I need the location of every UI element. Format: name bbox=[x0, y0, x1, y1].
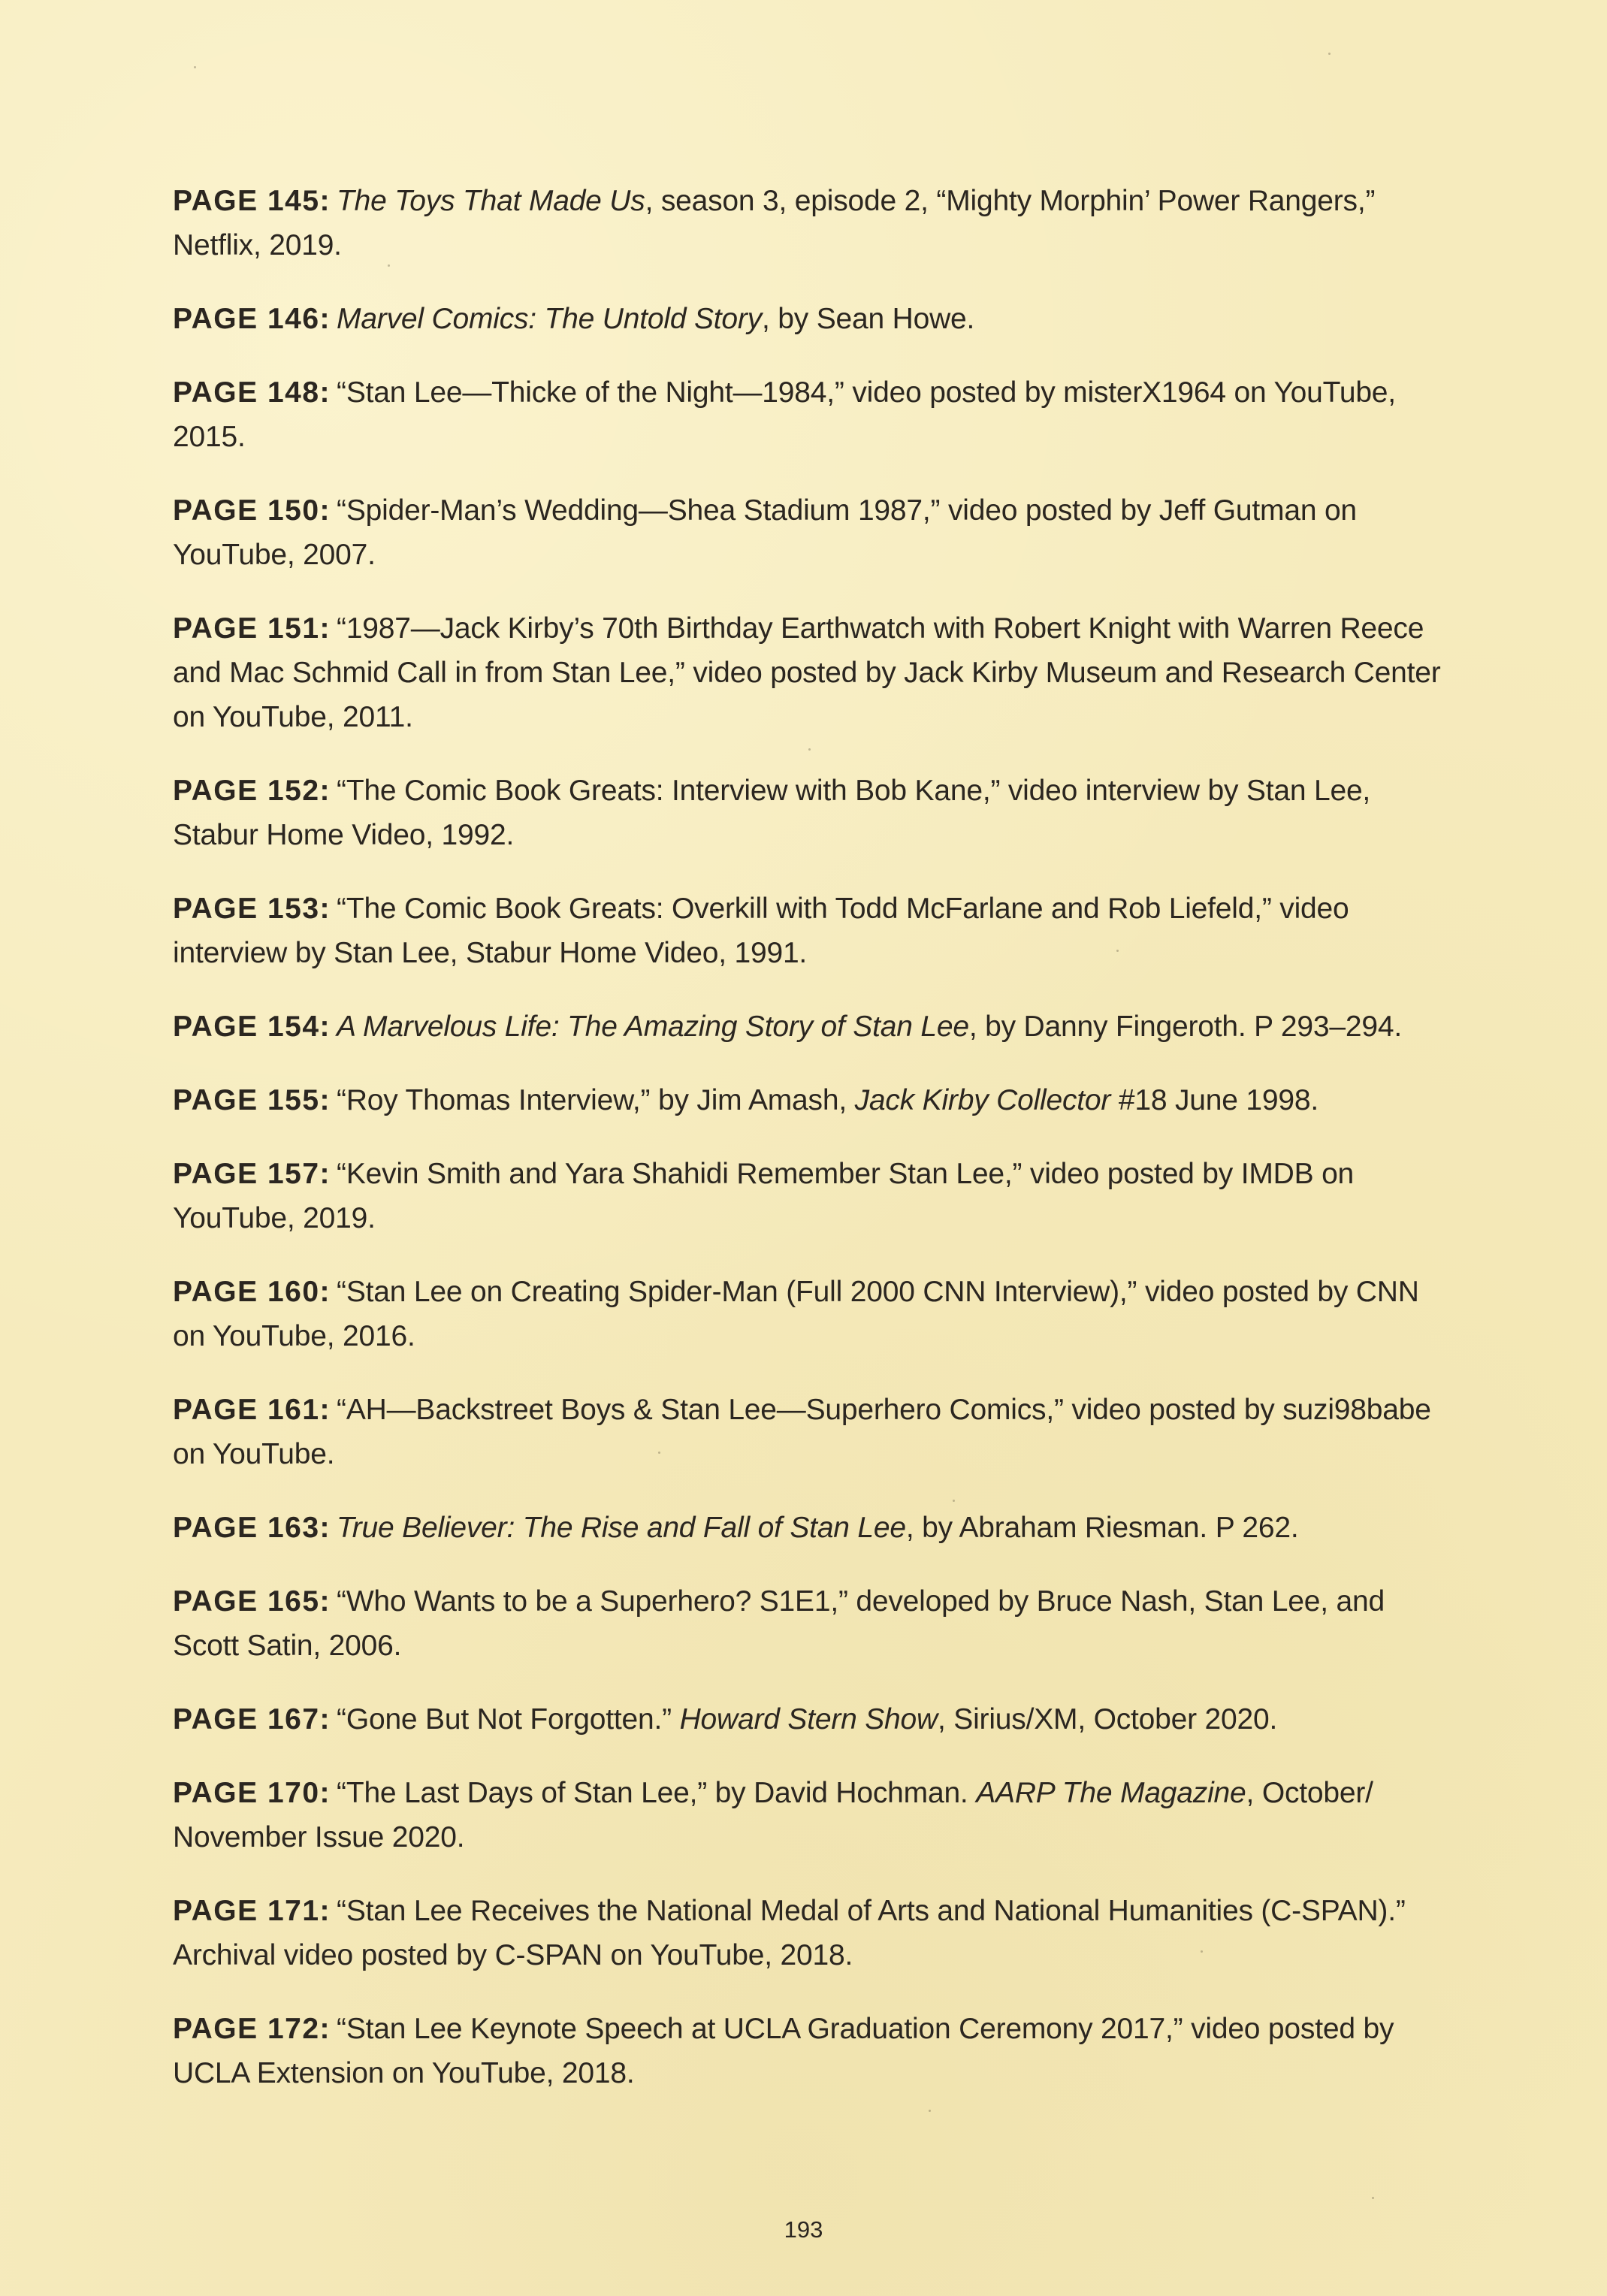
citation-title-italic: Marvel Comics: The Untold Story bbox=[337, 303, 762, 335]
citation-page-label: PAGE 145: bbox=[173, 185, 331, 217]
citation-page-label: PAGE 154: bbox=[173, 1011, 331, 1043]
citation-entry bbox=[173, 1005, 1450, 1049]
citation-page-label: PAGE 165: bbox=[173, 1585, 331, 1618]
citation-page-label: PAGE 155: bbox=[173, 1084, 331, 1116]
page-content bbox=[173, 179, 1450, 2125]
citation-entry bbox=[173, 1152, 1450, 1240]
citation-page-label: PAGE 151: bbox=[173, 612, 331, 645]
citation-text: “Stan Lee Receives the National Medal of Arts and National Humanities (C-SPAN).” Archival video posted by C-SPAN on YouTube, 2018. bbox=[173, 1895, 1406, 1971]
citation-text: “The Comic Book Greats: Interview with Bob Kane,” video interview by Stan Lee, Stabur Home Video, 1992. bbox=[173, 775, 1371, 851]
citation-text: “The Comic Book Greats: Overkill with Todd McFarlane and Rob Liefeld,” video interview by Stan Lee, Stabur Home Video, 1991. bbox=[173, 893, 1349, 969]
citation-text: “Kevin Smith and Yara Shahidi Remember Stan Lee,” video posted by IMDB on YouTube, 2019. bbox=[173, 1158, 1355, 1234]
citation-text: “Who Wants to be a Superhero? S1E1,” developed by Bruce Nash, Stan Lee, and Scott Satin, 2006. bbox=[173, 1585, 1385, 1662]
citation-entry bbox=[173, 370, 1450, 459]
paper-speck bbox=[1372, 2197, 1374, 2199]
citation-entry bbox=[173, 606, 1450, 739]
citation-text: “The Last Days of Stan Lee,” by David Hochman. bbox=[337, 1777, 977, 1809]
citation-text: , by Sean Howe. bbox=[762, 303, 975, 335]
citation-page-label: PAGE 152: bbox=[173, 775, 331, 807]
citation-text: , by Abraham Riesman. P 262. bbox=[905, 1512, 1299, 1544]
citation-text: , season 3, episode 2, “Mighty Morphin’ Power Rangers,” Netflix, 2019. bbox=[173, 185, 1376, 261]
page-number: 193 bbox=[784, 2216, 823, 2243]
citation-page-label: PAGE 161: bbox=[173, 1394, 331, 1426]
citation-page-label: PAGE 148: bbox=[173, 376, 331, 409]
citation-entry bbox=[173, 1388, 1450, 1476]
citation-entry bbox=[173, 2007, 1450, 2095]
citation-title-italic: The Toys That Made Us bbox=[337, 185, 645, 217]
citation-entry bbox=[173, 179, 1450, 267]
citation-page-label: PAGE 150: bbox=[173, 494, 331, 527]
citation-entry bbox=[173, 1506, 1450, 1550]
citation-page-label: PAGE 170: bbox=[173, 1777, 331, 1809]
citation-text: “1987—Jack Kirby’s 70th Birthday Earthwatch with Robert Knight with Warren Reece and Mac Schmid Call in from Stan Lee,” video posted by Jack Kirby Museum and Research Center on YouTube, 2011. bbox=[173, 612, 1441, 733]
citation-text: “Roy Thomas Interview,” by Jim Amash, bbox=[337, 1084, 855, 1116]
citation-text: , by Danny Fingeroth. P 293–294. bbox=[968, 1011, 1402, 1043]
citation-text: “Spider-Man’s Wedding—Shea Stadium 1987,” video posted by Jeff Gutman on YouTube, 2007. bbox=[173, 494, 1357, 571]
citation-text: “Stan Lee Keynote Speech at UCLA Graduation Ceremony 2017,” video posted by UCLA Extension on YouTube, 2018. bbox=[173, 2013, 1394, 2089]
citation-text: “AH—Backstreet Boys & Stan Lee—Superhero Comics,” video posted by suzi98babe on YouTube. bbox=[173, 1394, 1431, 1470]
citation-title-italic: AARP The Magazine bbox=[976, 1777, 1246, 1809]
citation-entry bbox=[173, 1889, 1450, 1977]
citation-page-label: PAGE 167: bbox=[173, 1703, 331, 1736]
citation-entry bbox=[173, 1697, 1450, 1742]
citation-entry bbox=[173, 769, 1450, 857]
citation-entry bbox=[173, 1579, 1450, 1668]
citation-entry bbox=[173, 887, 1450, 975]
paper-speck bbox=[194, 66, 196, 68]
citation-page-label: PAGE 153: bbox=[173, 893, 331, 925]
citation-page-label: PAGE 157: bbox=[173, 1158, 331, 1190]
paper-speck bbox=[1328, 53, 1331, 55]
citation-page-label: PAGE 171: bbox=[173, 1895, 331, 1927]
citation-title-italic: Howard Stern Show bbox=[679, 1703, 938, 1736]
citation-text: “Stan Lee on Creating Spider-Man (Full 2000 CNN Interview),” video posted by CNN on YouTube, 2016. bbox=[173, 1276, 1419, 1352]
citation-text: , October/ November Issue 2020. bbox=[173, 1777, 1373, 1853]
citation-page-label: PAGE 160: bbox=[173, 1276, 331, 1308]
citation-title-italic: Jack Kirby Collector bbox=[854, 1084, 1111, 1116]
citation-text: “Gone But Not Forgotten.” bbox=[337, 1703, 680, 1736]
citation-text: #18 June 1998. bbox=[1110, 1084, 1319, 1116]
citation-page-label: PAGE 146: bbox=[173, 303, 331, 335]
citation-text: “Stan Lee—Thicke of the Night—1984,” video posted by misterX1964 on YouTube, 2015. bbox=[173, 376, 1396, 453]
citation-text: , Sirius/XM, October 2020. bbox=[938, 1703, 1278, 1736]
citation-entry bbox=[173, 1078, 1450, 1122]
citation-page-label: PAGE 172: bbox=[173, 2013, 331, 2045]
citation-title-italic: A Marvelous Life: The Amazing Story of Stan Lee bbox=[337, 1011, 969, 1043]
citation-entry bbox=[173, 297, 1450, 341]
citation-entry bbox=[173, 1270, 1450, 1358]
citation-page-label: PAGE 163: bbox=[173, 1512, 331, 1544]
citation-entry bbox=[173, 488, 1450, 577]
citation-entry bbox=[173, 1771, 1450, 1859]
citation-title-italic: True Believer: The Rise and Fall of Stan Lee bbox=[337, 1512, 906, 1544]
